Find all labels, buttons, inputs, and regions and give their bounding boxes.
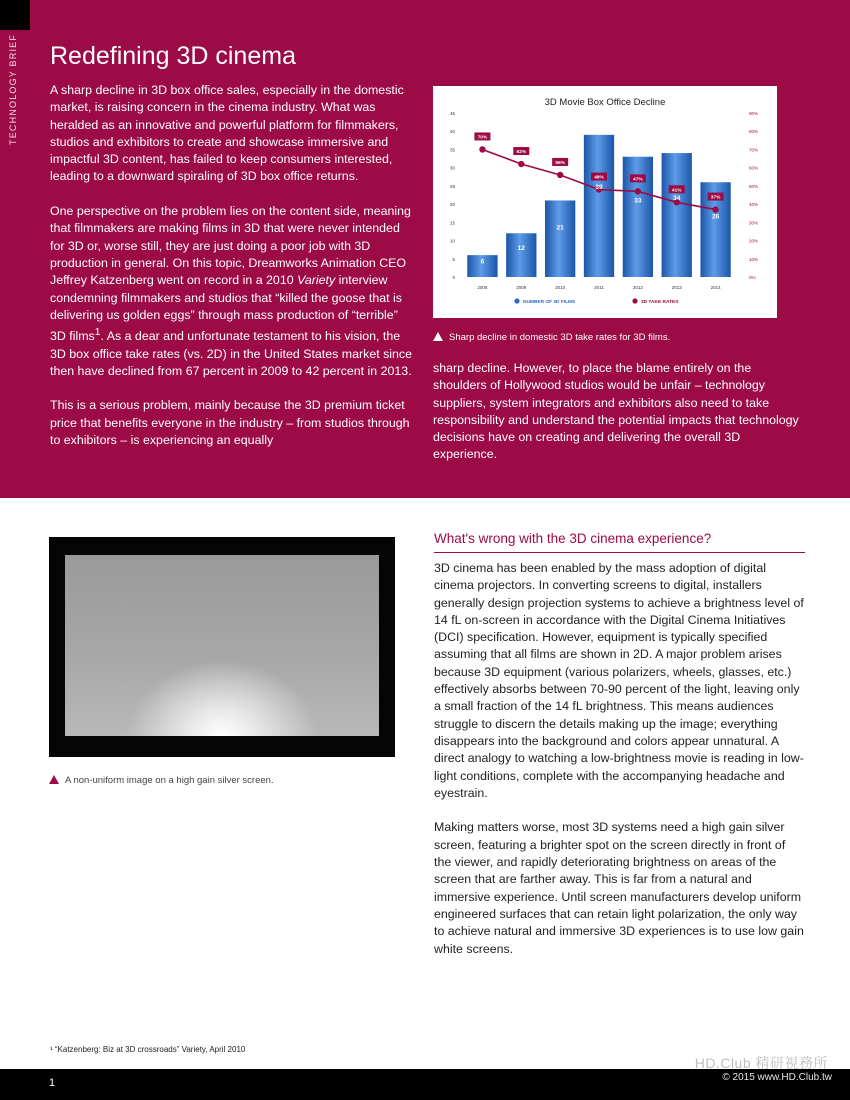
y-tick-label-left: 10 xyxy=(449,238,455,244)
take-rate-label: 41% xyxy=(671,188,682,194)
paragraph-serious-problem: This is a serious problem, mainly because the 3D premium ticket price that benefits everyone in the industry – from studios through to exhibitors – is experiencing an equally xyxy=(50,398,410,448)
footnote: ¹ “Katzenberg: Biz at 3D crossroads” Variety, April 2010 xyxy=(50,1045,246,1054)
section-heading: What's wrong with the 3D cinema experience? xyxy=(434,531,805,553)
chart-bar xyxy=(506,233,536,277)
paragraph-continued: sharp decline. However, to place the blame entirely on the shoulders of Hollywood studios would be unfair – technology suppliers, system integrators and exhibitors also need to take responsibility and understand the potential impacts that technology decisions have on creating and delivering the overall 3D experience. xyxy=(433,361,799,462)
take-rate-point xyxy=(712,206,718,212)
chart-caption xyxy=(433,332,670,343)
chart-bar xyxy=(584,135,614,277)
y-tick-label-right: 70% xyxy=(749,147,759,153)
corner-block xyxy=(0,0,30,30)
bar-value-label: 39 xyxy=(595,183,603,191)
silver-screen-photo xyxy=(49,537,395,757)
x-tick-label: 2011 xyxy=(594,285,604,290)
take-rate-point xyxy=(557,172,563,178)
x-tick-label: 2014 xyxy=(710,285,721,290)
bar-value-label: 33 xyxy=(634,197,642,205)
continued-column xyxy=(433,360,803,464)
legend-label-line: 3D TAKE RATES xyxy=(641,300,679,305)
y-tick-label-left: 35 xyxy=(449,147,455,153)
legend-marker-line xyxy=(632,298,637,303)
page-number: 1 xyxy=(49,1077,56,1089)
bar-value-label: 26 xyxy=(711,213,720,221)
photo-caption-text: A non-uniform image on a high gain silver screen. xyxy=(65,775,274,786)
y-tick-label-right: 80% xyxy=(749,129,759,135)
y-tick-label-right: 0% xyxy=(749,275,756,280)
y-tick-label-right: 50% xyxy=(749,183,759,189)
side-label: TECHNOLOGY BRIEF xyxy=(8,33,18,145)
take-rate-point xyxy=(518,161,524,167)
body-column xyxy=(434,560,804,975)
y-tick-label-right: 30% xyxy=(749,220,759,226)
screen-image xyxy=(65,555,379,736)
y-tick-label-right: 60% xyxy=(749,165,759,171)
take-rate-label: 56% xyxy=(555,160,565,166)
paragraph-high-gain: Making matters worse, most 3D systems need a high gain silver screen, featuring a brighter spot on the screen directly in front of the viewer, and rapidly deteriorating brightness on areas of the screen that are farther away. This is far from a natural and immersive experience. Until screen manufacturers develop uniform engineered surfaces that can retain light polarization, the only way to achieve natural and immersive 3D experiences is to use low gain white screens. xyxy=(434,820,804,956)
triangle-icon xyxy=(49,775,59,784)
take-rate-point xyxy=(635,188,641,194)
chart-bar xyxy=(662,153,692,277)
italic-run: Variety xyxy=(297,273,336,288)
take-rate-label: 48% xyxy=(594,175,604,181)
triangle-icon xyxy=(433,332,443,341)
bar-value-label: 12 xyxy=(517,244,525,252)
intro-column xyxy=(50,82,415,467)
x-tick-label: 2013 xyxy=(671,285,682,290)
take-rate-label: 62% xyxy=(516,150,527,156)
legend-marker-bar xyxy=(514,298,519,303)
x-tick-label: 2009 xyxy=(516,285,527,290)
y-tick-label-left: 30 xyxy=(449,165,455,171)
y-tick-label-left: 0 xyxy=(452,275,455,280)
bar-value-label: 6 xyxy=(480,258,485,266)
watermark-logo: HD.Club 精研視務所 xyxy=(694,1055,828,1071)
y-tick-label-left: 20 xyxy=(449,202,455,208)
y-tick-label-right: 90% xyxy=(749,111,759,116)
bar-value-label: 21 xyxy=(556,224,564,232)
y-tick-label-right: 10% xyxy=(749,256,759,262)
footer-bar xyxy=(0,1055,850,1100)
legend-label-bar: NUMBER OF 3D FILMS xyxy=(523,300,576,305)
paragraph-content-side xyxy=(50,203,415,380)
photo-caption xyxy=(49,775,274,786)
x-tick-label: 2012 xyxy=(632,285,643,290)
text-run: interview condemning filmmakers and studios that “killed the goose that is delivering us golden eggs” through mass production of “terrible” 3D films xyxy=(50,273,402,344)
text-run: . As a dear and unfortunate testament to his vision, the 3D box office take rates (vs. 2D) in the United States market since then have declined from 67 percent in 2009 to 42 percent in 2013. xyxy=(50,329,413,378)
take-rate-label: 37% xyxy=(710,195,721,201)
y-tick-label-left: 25 xyxy=(449,183,455,189)
paragraph-intro: A sharp decline in 3D box office sales, especially in the domestic market, is raising concern in the cinema industry. What was heralded as an innovative and powerful platform for filmmakers, studios and exhibitors to create and showcase immersive and impactful 3D content, has failed to keep consumers interested, leading to a downward spiraling of 3D box office returns. xyxy=(50,83,404,184)
take-rate-point xyxy=(479,146,485,152)
y-tick-label-left: 15 xyxy=(449,220,455,226)
chart-caption-text: Sharp decline in domestic 3D take rates for 3D films. xyxy=(449,332,671,343)
page-title: Redefining 3D cinema xyxy=(50,42,296,70)
y-tick-label-right: 40% xyxy=(749,202,759,208)
paragraph-cinema-projectors: 3D cinema has been enabled by the mass adoption of digital cinema projectors. In converting screens to digital, installers generally design projection systems to achieve a brightness level of 14 fL on-screen in accordance with the Digital Cinema Initiatives (DCI) specification. However, equipment is typically specified assuming that all films are shown in 2D. A major problem arises because 3D equipment (various polarizers, wheels, glasses, etc.) effectively absorbs between 70-90 percent of the light, leaving only a small fraction of the 14 fL brightness. This means audiences struggle to discern the details making up the image; everything disappears into the background and colors appear unnatural. A direct analogy to watching a low-brightness movie is reading in low-light conditions, complete with the accompanying headache and eyestrain. xyxy=(434,561,804,800)
take-rate-label: 47% xyxy=(633,177,643,183)
chart-svg xyxy=(433,86,777,318)
chart-box xyxy=(433,86,777,318)
y-tick-label-left: 5 xyxy=(452,256,455,262)
y-tick-label-left: 45 xyxy=(449,111,455,116)
x-tick-label: 2008 xyxy=(477,285,488,290)
y-tick-label-right: 20% xyxy=(749,238,759,244)
watermark-text: © 2015 www.HD.Club.tw xyxy=(722,1072,832,1083)
y-tick-label-left: 40 xyxy=(449,129,455,135)
footnote-ref: 1 xyxy=(94,327,101,339)
chart-title: 3D Movie Box Office Decline xyxy=(544,97,666,108)
chart-bar xyxy=(545,200,575,277)
bar-value-label: 34 xyxy=(673,195,681,203)
take-rate-label: 70% xyxy=(477,135,488,141)
text-run: One perspective on the problem lies on the content side, meaning that filmmakers are making films in 3D that were never intended for 3D or, worse still, they are just doing a poor job with 3D production in general. On this topic, Dreamworks Animation CEO Jeffrey Katzenberg went on record in a 2010 xyxy=(50,204,411,288)
x-tick-label: 2010 xyxy=(555,285,566,290)
